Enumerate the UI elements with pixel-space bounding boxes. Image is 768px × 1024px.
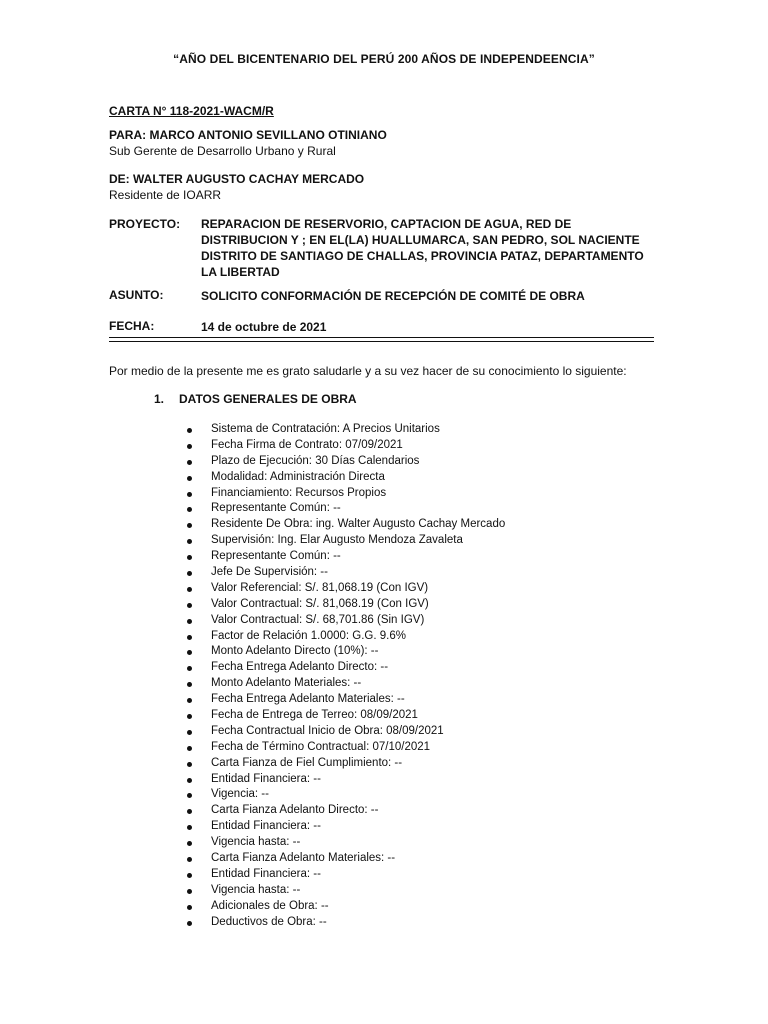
bullet-dot-icon — [187, 730, 192, 735]
list-item-text: Valor Contractual: S/. 68,701.86 (Sin IGV) — [211, 613, 425, 626]
list-item — [182, 835, 505, 851]
list-item-text: Factor de Relación 1.0000: G.G. 9.6% — [211, 629, 406, 642]
subject-value: SOLICITO CONFORMACIÓN DE RECEPCIÓN DE COMITÉ DE OBRA — [201, 289, 585, 303]
letter-number: CARTA N° 118-2021-WACM/R — [109, 104, 274, 118]
list-item — [182, 851, 505, 867]
bullet-dot-icon — [187, 587, 192, 592]
document-title: “AÑO DEL BICENTENARIO DEL PERÚ 200 AÑOS DE INDEPENDEENCIA” — [173, 52, 595, 66]
list-item-text: Carta Fianza Adelanto Materiales: -- — [211, 852, 396, 865]
general-data-list — [182, 422, 505, 931]
list-item — [182, 819, 505, 835]
list-item-text: Fecha Entrega Adelanto Materiales: -- — [211, 693, 405, 706]
list-item — [182, 708, 505, 724]
list-item-text: Jefe De Supervisión: -- — [211, 566, 328, 579]
bullet-dot-icon — [187, 889, 192, 894]
bullet-dot-icon — [187, 793, 192, 798]
bullet-dot-icon — [187, 619, 192, 624]
bullet-dot-icon — [187, 603, 192, 608]
list-item-text: Vigencia: -- — [211, 788, 269, 801]
list-item — [182, 629, 505, 645]
list-item-text: Carta Fianza Adelanto Directo: -- — [211, 804, 379, 817]
section-number: 1. — [154, 392, 165, 406]
list-item — [182, 549, 505, 565]
section-heading — [154, 392, 357, 406]
list-item-text: Representante Común: -- — [211, 502, 341, 515]
bullet-dot-icon — [187, 650, 192, 655]
list-item-text: Valor Referencial: S/. 81,068.19 (Con IGV) — [211, 581, 429, 594]
divider-line-top — [109, 337, 654, 338]
list-item — [182, 803, 505, 819]
bullet-dot-icon — [187, 841, 192, 846]
bullet-dot-icon — [187, 507, 192, 512]
list-item — [182, 676, 505, 692]
list-item — [182, 915, 505, 931]
list-item-text: Residente De Obra: ing. Walter Augusto Cachay Mercado — [211, 518, 506, 531]
bullet-dot-icon — [187, 778, 192, 783]
list-item — [182, 565, 505, 581]
bullet-dot-icon — [187, 476, 192, 481]
recipient-role: Sub Gerente de Desarrollo Urbano y Rural — [109, 144, 336, 158]
bullet-dot-icon — [187, 666, 192, 671]
list-item-text: Entidad Financiera: -- — [211, 820, 321, 833]
recipient-line: PARA: MARCO ANTONIO SEVILLANO OTINIANO — [109, 128, 387, 142]
list-item — [182, 692, 505, 708]
list-item-text: Fecha de Entrega de Terreo: 08/09/2021 — [211, 709, 418, 722]
bullet-dot-icon — [187, 921, 192, 926]
list-item — [182, 501, 505, 517]
bullet-dot-icon — [187, 905, 192, 910]
list-item-text: Fecha Entrega Adelanto Directo: -- — [211, 661, 389, 674]
list-item-text: Vigencia hasta: -- — [211, 883, 301, 896]
bullet-dot-icon — [187, 571, 192, 576]
date-value: 14 de octubre de 2021 — [201, 320, 327, 334]
bullet-dot-icon — [187, 809, 192, 814]
list-item — [182, 438, 505, 454]
list-item — [182, 740, 505, 756]
list-item-text: Supervisión: Ing. Elar Augusto Mendoza Zavaleta — [211, 534, 463, 547]
project-label: PROYECTO: — [109, 217, 181, 231]
list-item-text: Fecha de Término Contractual: 07/10/2021 — [211, 740, 431, 753]
bullet-dot-icon — [187, 635, 192, 640]
bullet-dot-icon — [187, 555, 192, 560]
list-item — [182, 470, 505, 486]
project-value: REPARACION DE RESERVORIO, CAPTACION DE AGUA, RED DE DISTRIBUCION Y ; EN EL(LA) HUALLUMARCA, SAN PEDRO, SOL NACIENTE DISTRITO DE SANTIAGO DE CHALLAS, PROVINCIA PATAZ, DEPARTAMENTO LA LIBERTAD — [201, 217, 644, 279]
list-item — [182, 533, 505, 549]
list-item-text: Entidad Financiera: -- — [211, 867, 321, 880]
list-item-text: Fecha Contractual Inicio de Obra: 08/09/2021 — [211, 724, 444, 737]
bullet-dot-icon — [187, 523, 192, 528]
bullet-dot-icon — [187, 714, 192, 719]
bullet-dot-icon — [187, 873, 192, 878]
list-item-text: Financiamiento: Recursos Propios — [211, 486, 387, 499]
list-item-text: Deductivos de Obra: -- — [211, 915, 327, 928]
list-item-text: Entidad Financiera: -- — [211, 772, 321, 785]
list-item — [182, 756, 505, 772]
list-item — [182, 772, 505, 788]
section-title: DATOS GENERALES DE OBRA — [179, 392, 357, 406]
list-item-text: Fecha Firma de Contrato: 07/09/2021 — [211, 438, 403, 451]
bullet-dot-icon — [187, 539, 192, 544]
list-item — [182, 899, 505, 915]
subject-label: ASUNTO: — [109, 288, 164, 302]
list-item-text: Carta Fianza de Fiel Cumplimiento: -- — [211, 756, 403, 769]
list-item — [182, 644, 505, 660]
list-item — [182, 787, 505, 803]
bullet-dot-icon — [187, 444, 192, 449]
list-item — [182, 867, 505, 883]
bullet-dot-icon — [187, 762, 192, 767]
list-item-text: Plazo de Ejecución: 30 Días Calendarios — [211, 454, 420, 467]
divider-line-bottom — [109, 341, 654, 342]
list-item — [182, 517, 505, 533]
bullet-dot-icon — [187, 428, 192, 433]
list-item-text: Modalidad: Administración Directa — [211, 470, 385, 483]
list-item — [182, 454, 505, 470]
list-item-text: Monto Adelanto Materiales: -- — [211, 677, 362, 690]
date-label: FECHA: — [109, 319, 155, 333]
sender-line: DE: WALTER AUGUSTO CACHAY MERCADO — [109, 172, 365, 186]
bullet-dot-icon — [187, 492, 192, 497]
list-item — [182, 581, 505, 597]
bullet-dot-icon — [187, 682, 192, 687]
list-item — [182, 660, 505, 676]
bullet-dot-icon — [187, 460, 192, 465]
list-item — [182, 422, 505, 438]
list-item-text: Monto Adelanto Directo (10%): -- — [211, 645, 379, 658]
sender-role: Residente de IOARR — [109, 188, 222, 202]
bullet-dot-icon — [187, 746, 192, 751]
intro-paragraph: Por medio de la presente me es grato saludarle y a su vez hacer de su conocimiento lo siguiente: — [109, 364, 627, 378]
list-item — [182, 486, 505, 502]
list-item-text: Sistema de Contratación: A Precios Unitarios — [211, 423, 440, 435]
list-item — [182, 883, 505, 899]
list-item-text: Vigencia hasta: -- — [211, 836, 301, 849]
bullet-dot-icon — [187, 857, 192, 862]
list-item — [182, 724, 505, 740]
list-item-text: Adicionales de Obra: -- — [211, 899, 329, 912]
list-item — [182, 613, 505, 629]
list-item-text: Valor Contractual: S/. 81,068.19 (Con IGV) — [211, 597, 429, 610]
bullet-dot-icon — [187, 698, 192, 703]
bullet-dot-icon — [187, 825, 192, 830]
list-item — [182, 597, 505, 613]
list-item-text: Representante Común: -- — [211, 550, 341, 563]
